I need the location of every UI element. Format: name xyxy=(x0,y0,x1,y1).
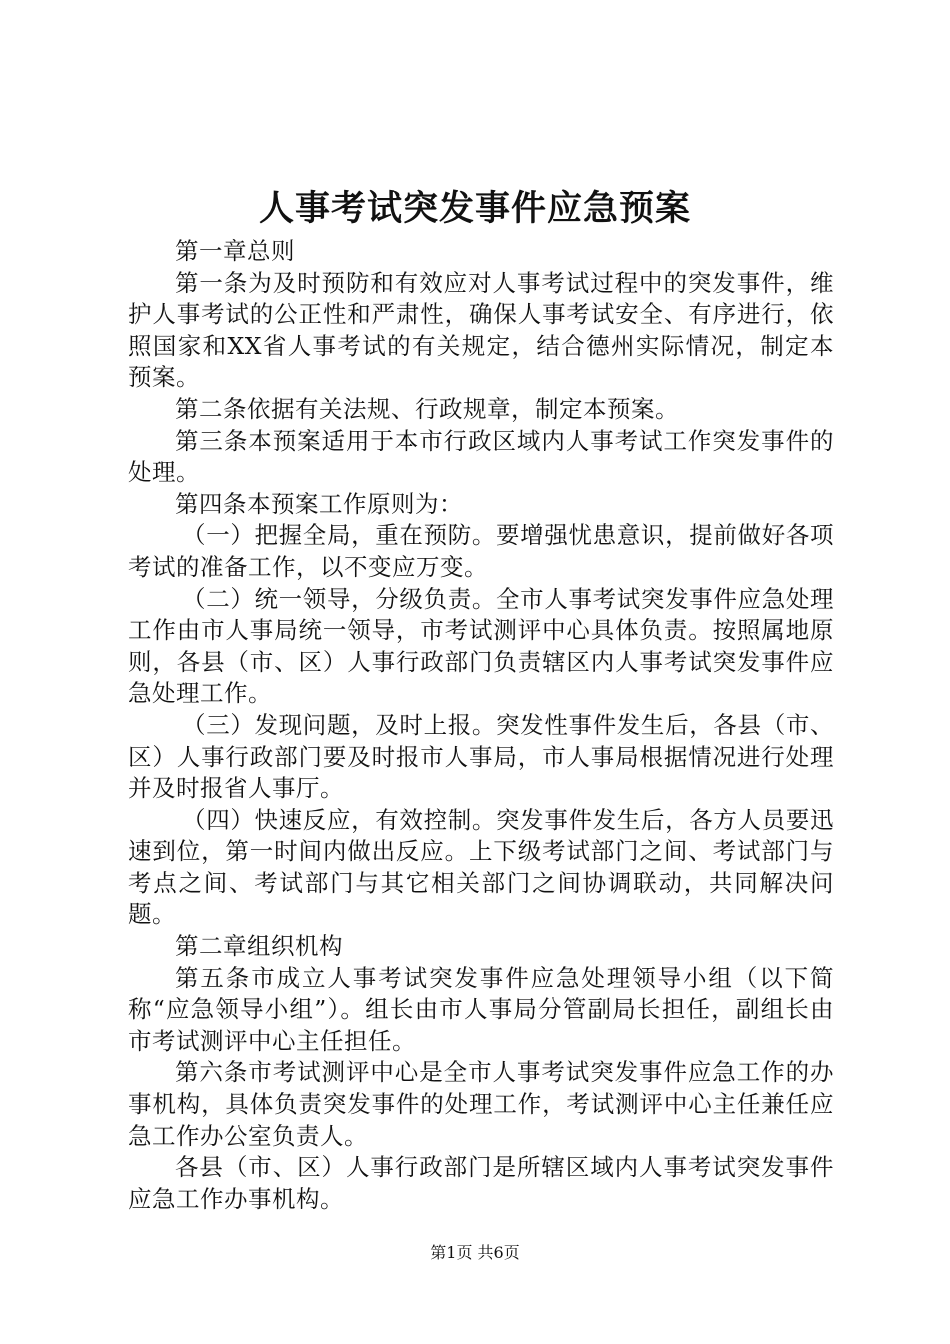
paragraph: 第六条市考试测评中心是全市人事考试突发事件应急工作的办事机构，具体负责突发事件的处理工作，考试测评中心主任兼任应急工作办公室负责人。 xyxy=(128,1058,834,1150)
chapter-heading: 第二章组织机构 xyxy=(175,932,343,961)
paragraph: 第二条依据有关法规、行政规章，制定本预案。 xyxy=(175,394,679,423)
principle-item: （一）把握全局，重在预防。要增强忧患意识，提前做好各项考试的准备工作，以不变应万变。 xyxy=(128,521,834,581)
principle-item: （四）快速反应，有效控制。突发事件发生后，各方人员要迅速到位，第一时间内做出反应。上下级考试部门之间、考试部门与考点之间、考试部门与其它相关部门之间协调联动，共同解决问题。 xyxy=(128,805,834,929)
paragraph: 第五条市成立人事考试突发事件应急处理领导小组（以下简称“应急领导小组”）。组长由市人事局分管副局长担任，副组长由市考试测评中心主任担任。 xyxy=(128,963,834,1055)
paragraph: 各县（市、区）人事行政部门是所辖区域内人事考试突发事件应急工作办事机构。 xyxy=(128,1153,834,1213)
paragraph: 第四条本预案工作原则为： xyxy=(175,489,463,518)
paragraph: 第一条为及时预防和有效应对人事考试过程中的突发事件，维护人事考试的公正性和严肃性，确保人事考试安全、有序进行，依照国家和XX省人事考试的有关规定，结合德州实际情况，制定本预案。 xyxy=(128,268,834,392)
page-number: 第1页 共6页 xyxy=(430,1243,520,1262)
principle-item: （三）发现问题，及时上报。突发性事件发生后，各县（市、区）人事行政部门要及时报市人事局，市人事局根据情况进行处理并及时报省人事厅。 xyxy=(128,710,834,803)
document-body xyxy=(128,236,834,1215)
paragraph: 第三条本预案适用于本市行政区域内人事考试工作突发事件的处理。 xyxy=(128,426,834,487)
principle-item: （二）统一领导，分级负责。全市人事考试突发事件应急处理工作由市人事局统一领导，市考试测评中心具体负责。按照属地原则，各县（市、区）人事行政部门负责辖区内人事考试突发事件应急处理工作。 xyxy=(128,584,834,708)
chapter-heading: 第一章总则 xyxy=(175,237,295,265)
document-title: 人事考试突发事件应急预案 xyxy=(258,188,691,229)
